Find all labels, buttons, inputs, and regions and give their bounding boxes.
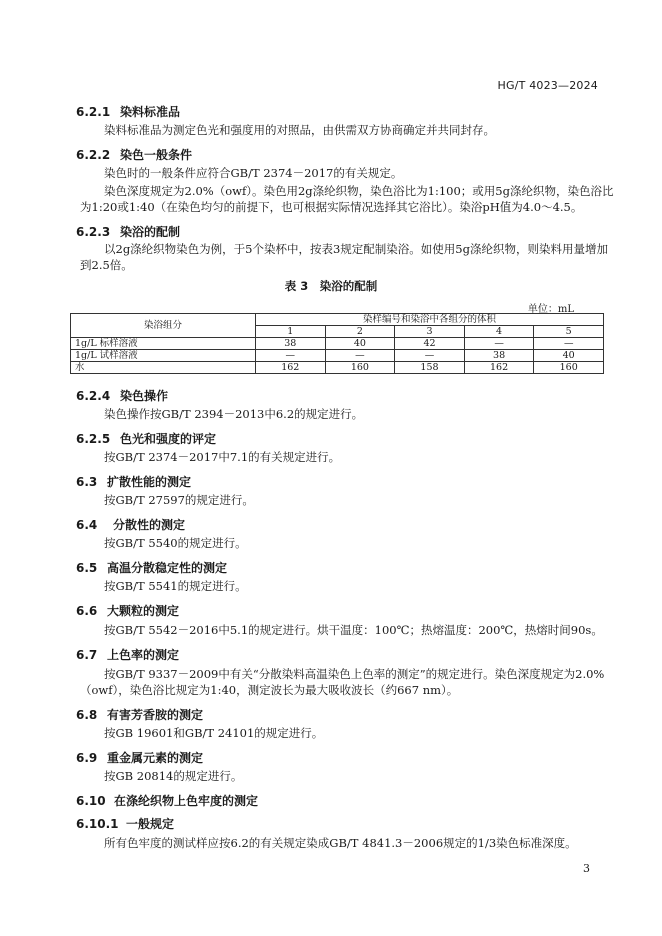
table-col-header: 3 [395, 326, 465, 338]
paragraph-6-7-line2: （owf），染色浴比规定为1:40，测定波长为最大吸收波长（约667 nm）。 [80, 683, 459, 697]
table-cell: 40 [325, 338, 395, 350]
table-row-label: 1g/L 标样溶液 [71, 338, 256, 350]
table-col-header: 1 [256, 326, 326, 338]
paragraph-6-5: 按GB/T 5541的规定进行。 [104, 579, 247, 593]
paragraph-6-2-3-line2: 到2.5倍。 [80, 258, 133, 272]
table-cell: 160 [534, 362, 604, 374]
paragraph-6-2-3-line1: 以2g涤纶织物染色为例，于5个染杯中，按表3规定配制染浴。如使用5g涤纶织物，则染料用量增加 [104, 242, 608, 256]
heading-6-10: 6.10 在涤纶织物上色牢度的测定 [76, 794, 259, 808]
heading-6-9: 6.9 重金属元素的测定 [76, 751, 204, 765]
heading-6-5: 6.5 高温分散稳定性的测定 [76, 561, 228, 575]
table-col-header: 5 [534, 326, 604, 338]
table-header-group: 染浴组分 [71, 314, 256, 338]
paragraph-6-2-1: 染料标准品为测定色光和强度用的对照品，由供需双方协商确定并共同封存。 [104, 123, 495, 137]
paragraph-6-2-2-b-line2: 为1:20或1:40（在染色均匀的前提下，也可根据实际情况选择其它浴比）。染浴pH值为4.0～4.5。 [80, 200, 583, 214]
paragraph-6-2-2-a: 染色时的一般条件应符合GB/T 2374－2017的有关规定。 [104, 166, 403, 180]
table-cell: 42 [395, 338, 465, 350]
paragraph-6-2-4: 染色操作按GB/T 2394－2013中6.2的规定进行。 [104, 407, 364, 421]
table-cell: — [534, 338, 604, 350]
table-row-label: 水 [71, 362, 256, 374]
document-code: HG/T 4023—2024 [497, 79, 598, 92]
heading-6-2-5: 6.2.5 色光和强度的评定 [76, 432, 217, 446]
heading-6-2-4: 6.2.4 染色操作 [76, 389, 169, 403]
paragraph-6-4: 按GB/T 5540的规定进行。 [104, 536, 247, 550]
paragraph-6-7-line1: 按GB/T 9337－2009中有关“分散染料高温染色上色率的测定”的规定进行。染色深度规定为2.0% [104, 667, 605, 681]
table-cell: 38 [256, 338, 326, 350]
table-header-row-1 [71, 314, 604, 326]
table-cell: 160 [325, 362, 395, 374]
heading-6-6: 6.6 大颗粒的测定 [76, 604, 180, 618]
table-3 [70, 313, 604, 374]
table-cell: — [395, 350, 465, 362]
table-row [71, 362, 604, 374]
paragraph-6-6: 按GB/T 5542－2016中5.1的规定进行。烘干温度：100℃；热熔温度：200℃，热熔时间90s。 [104, 623, 603, 637]
table-3-title: 表 3 染浴的配制 [284, 279, 378, 293]
heading-6-3: 6.3 扩散性能的测定 [76, 475, 192, 489]
table-col-header: 2 [325, 326, 395, 338]
table-cell: — [325, 350, 395, 362]
heading-6-2-3: 6.2.3 染浴的配制 [76, 225, 181, 239]
heading-6-8: 6.8 有害芳香胺的测定 [76, 708, 204, 722]
table-cell: 158 [395, 362, 465, 374]
paragraph-6-9: 按GB 20814的规定进行。 [104, 769, 243, 783]
table-row [71, 350, 604, 362]
table-cell: 40 [534, 350, 604, 362]
table-col-header: 4 [464, 326, 534, 338]
paragraph-6-8: 按GB 19601和GB/T 24101的规定进行。 [104, 726, 324, 740]
table-3-unit: 单位：mL [527, 304, 574, 315]
paragraph-6-2-5: 按GB/T 2374－2017中7.1的有关规定进行。 [104, 450, 341, 464]
table-cell: — [464, 338, 534, 350]
table-cell: 162 [464, 362, 534, 374]
table-row [71, 338, 604, 350]
paragraph-6-10-1: 所有色牢度的测试样应按6.2的有关规定染成GB/T 4841.3－2006规定的1/3染色标准深度。 [104, 836, 577, 850]
heading-6-2-1: 6.2.1 染料标准品 [76, 105, 181, 119]
paragraph-6-3: 按GB/T 27597的规定进行。 [104, 493, 254, 507]
heading-6-7: 6.7 上色率的测定 [76, 648, 180, 662]
table-cell: 162 [256, 362, 326, 374]
table-header-span: 染样编号和染浴中各组分的体积 [256, 314, 604, 326]
table-row-label: 1g/L 试样溶液 [71, 350, 256, 362]
paragraph-6-2-2-b-line1: 染色深度规定为2.0%（owf）。染色用2g涤纶织物，染色浴比为1:100；或用5g涤纶织物，染色浴比 [104, 184, 614, 198]
heading-6-4: 6.4 分散性的测定 [76, 518, 186, 532]
table-cell: — [256, 350, 326, 362]
table-cell: 38 [464, 350, 534, 362]
page-number: 3 [583, 862, 590, 875]
heading-6-10-1: 6.10.1 一般规定 [76, 817, 175, 831]
heading-6-2-2: 6.2.2 染色一般条件 [76, 148, 193, 162]
